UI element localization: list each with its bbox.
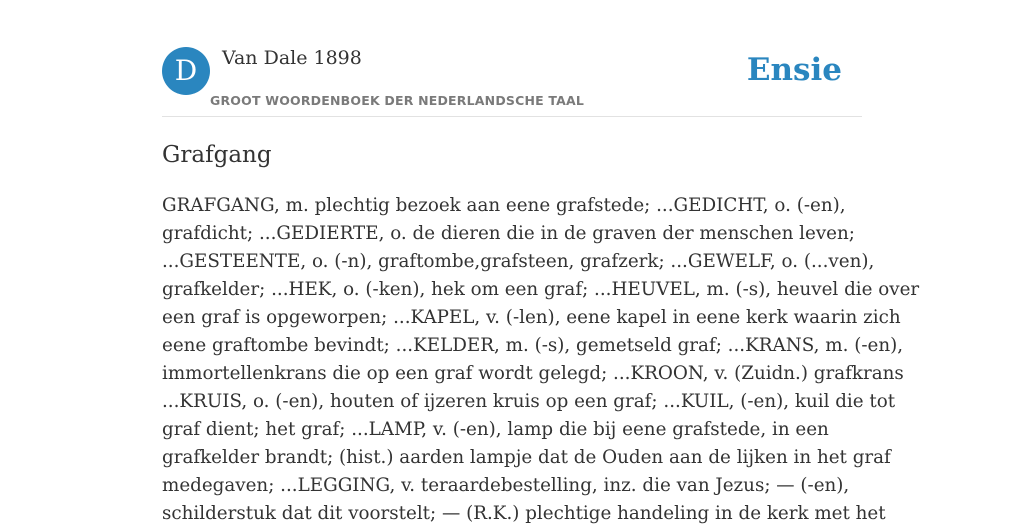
definition-line: grafdicht; ...GEDIERTE, o. de dieren die in de graven der menschen leven; bbox=[162, 223, 855, 244]
definition-line: ...KRUIS, o. (-en), houten of ijzeren kruis op een graf; ...KUIL, (-en), kuil die tot bbox=[162, 391, 896, 412]
definition-line: grafkelder brandt; (hist.) aarden lampje dat de Ouden aan de lijken in het graf bbox=[162, 447, 891, 468]
definition-line: schilderstuk dat dit voorstelt; — (R.K.) plechtige handeling in de kerk met het bbox=[162, 503, 886, 524]
definition-line: medegaven; ...LEGGING, v. teraardebestelling, inz. die van Jezus; — (-en), bbox=[162, 475, 850, 496]
dictionary-name-link[interactable]: Van Dale 1898 bbox=[222, 47, 362, 69]
entry-title: Grafgang bbox=[162, 142, 272, 168]
definition-line: ...GESTEENTE, o. (-n), graftombe,grafsteen, grafzerk; ...GEWELF, o. (...ven), bbox=[162, 251, 875, 272]
definition-line: een graf is opgeworpen; ...KAPEL, v. (-len), eene kapel in eene kerk waarin zich bbox=[162, 307, 901, 328]
definition-line: eene graftombe bevindt; ...KELDER, m. (-s), gemetseld graf; ...KRANS, m. (-en), bbox=[162, 335, 904, 356]
definition-line: graf dient; het graf; ...LAMP, v. (-en), lamp die bij eene grafstede, in een bbox=[162, 419, 829, 440]
header bbox=[162, 46, 862, 117]
definition-line: immortellenkrans die op een graf wordt gelegd; ...KROON, v. (Zuidn.) grafkrans bbox=[162, 363, 904, 384]
ensie-brand-logo[interactable]: Ensie bbox=[746, 52, 842, 88]
definition-line: grafkelder; ...HEK, o. (-ken), hek om een graf; ...HEUVEL, m. (-s), heuvel die over bbox=[162, 279, 920, 300]
entry-definition bbox=[162, 192, 920, 528]
definition-line: GRAFGANG, m. plechtig bezoek aan eene grafstede; ...GEDICHT, o. (-en), bbox=[162, 195, 846, 216]
dictionary-subtitle: GROOT WOORDENBOEK DER NEDERLANDSCHE TAAL bbox=[210, 93, 585, 108]
dictionary-logo[interactable]: D bbox=[162, 47, 210, 95]
